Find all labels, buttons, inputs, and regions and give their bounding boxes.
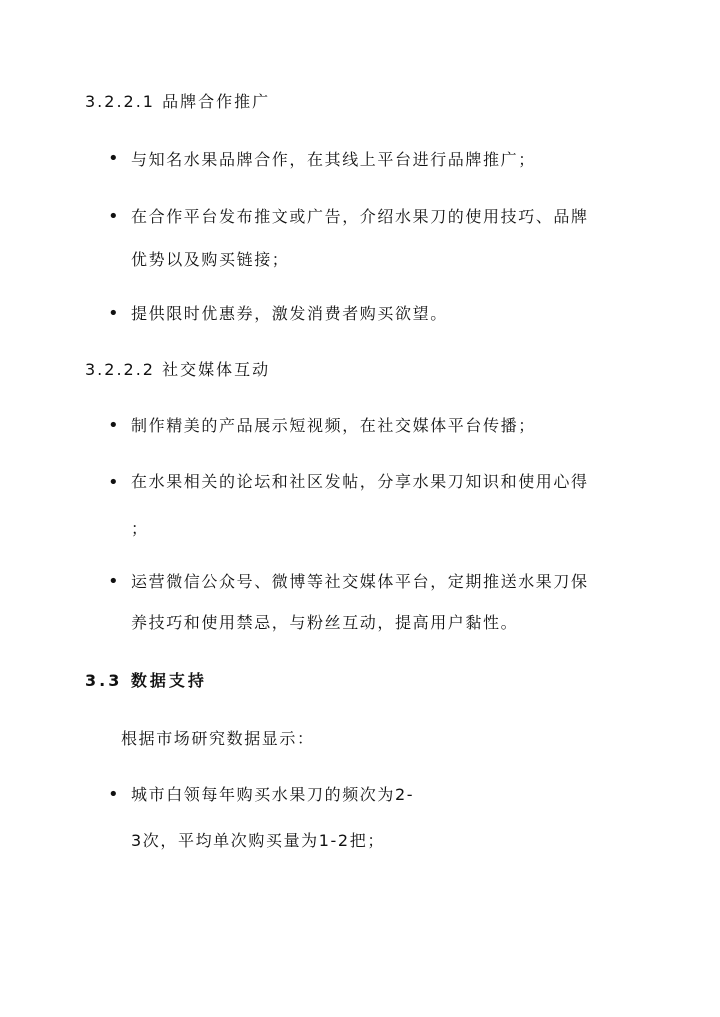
list-item: 在合作平台发布推文或广告，介绍水果刀的使用技巧、品牌 <box>131 207 589 226</box>
section-heading-3-2-2-1: 3.2.2.1 品牌合作推广 <box>85 92 271 111</box>
list-item: 城市白领每年购买水果刀的频次为2- <box>131 785 415 804</box>
section-heading-3-2-2-2: 3.2.2.2 社交媒体互动 <box>85 360 271 379</box>
bullet-icon: • <box>108 206 119 227</box>
bullet-icon: • <box>108 472 119 493</box>
list-item: 运营微信公众号、微博等社交媒体平台，定期推送水果刀保 <box>131 572 589 591</box>
list-item: 与知名水果品牌合作，在其线上平台进行品牌推广； <box>131 150 536 169</box>
list-item: 提供限时优惠券，激发消费者购买欲望。 <box>131 304 448 323</box>
list-item-continuation: 养技巧和使用禁忌，与粉丝互动，提高用户黏性。 <box>131 613 519 632</box>
intro-paragraph: 根据市场研究数据显示： <box>121 729 315 748</box>
bullet-icon: • <box>108 415 119 436</box>
bullet-icon: • <box>108 571 119 592</box>
list-item-continuation: ； <box>131 519 149 538</box>
list-item-continuation: 3次，平均单次购买量为1-2把； <box>131 831 385 850</box>
list-item: 在水果相关的论坛和社区发帖，分享水果刀知识和使用心得 <box>131 472 589 491</box>
bullet-icon: • <box>108 303 119 324</box>
bullet-icon: • <box>108 148 119 169</box>
list-item: 制作精美的产品展示短视频，在社交媒体平台传播； <box>131 416 536 435</box>
bullet-icon: • <box>108 784 119 805</box>
section-heading-3-3: 3.3 数据支持 <box>85 671 207 690</box>
list-item-continuation: 优势以及购买链接； <box>131 250 290 269</box>
